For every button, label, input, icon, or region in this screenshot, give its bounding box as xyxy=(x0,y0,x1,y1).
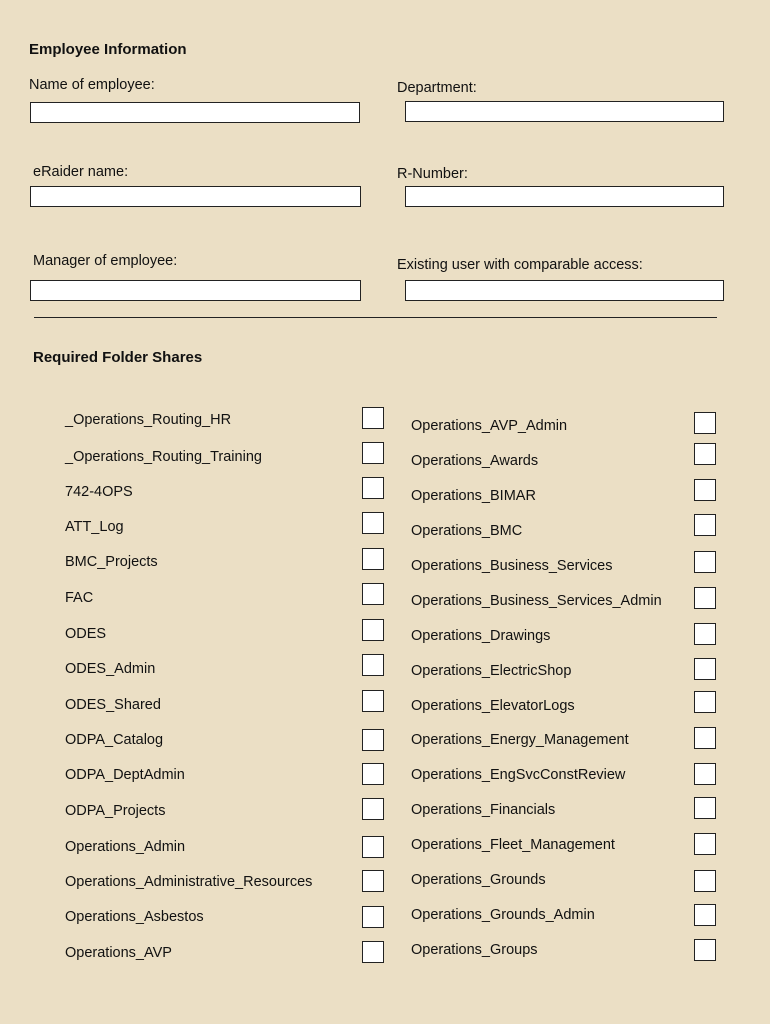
share-label: ATT_Log xyxy=(65,519,124,535)
share-label: BMC_Projects xyxy=(65,554,158,570)
share-label: Operations_AVP xyxy=(65,945,172,961)
share-label: Operations_ElectricShop xyxy=(411,663,572,679)
share-checkbox[interactable] xyxy=(694,587,716,609)
existing-user-label: Existing user with comparable access: xyxy=(397,257,643,273)
share-label: _Operations_Routing_HR xyxy=(65,412,232,428)
share-label: Operations_Administrative_Resources xyxy=(65,874,313,890)
eraider-name-field[interactable] xyxy=(30,186,361,207)
share-checkbox[interactable] xyxy=(694,658,716,680)
share-checkbox[interactable] xyxy=(694,443,716,465)
share-checkbox[interactable] xyxy=(362,836,384,858)
share-label: Operations_Business_Services_Admin xyxy=(411,593,662,609)
share-label: Operations_Asbestos xyxy=(65,909,204,925)
share-checkbox[interactable] xyxy=(362,729,384,751)
share-label: ODES_Admin xyxy=(65,661,156,677)
existing-user-field[interactable] xyxy=(405,280,724,301)
share-checkbox[interactable] xyxy=(362,870,384,892)
share-checkbox[interactable] xyxy=(362,477,384,499)
r-number-label: R-Number: xyxy=(397,166,468,182)
share-label: ODES xyxy=(65,626,107,642)
share-checkbox[interactable] xyxy=(362,906,384,928)
share-checkbox[interactable] xyxy=(362,654,384,676)
share-label: 742-4OPS xyxy=(65,484,133,500)
share-label: ODPA_Projects xyxy=(65,803,166,819)
share-checkbox[interactable] xyxy=(362,690,384,712)
required-folder-shares-heading: Required Folder Shares xyxy=(33,349,203,366)
share-label: Operations_Grounds xyxy=(411,872,546,888)
share-label: Operations_Groups xyxy=(411,942,538,958)
share-label: Operations_EngSvcConstReview xyxy=(411,767,626,783)
share-checkbox[interactable] xyxy=(362,763,384,785)
share-label: ODPA_Catalog xyxy=(65,732,164,748)
share-checkbox[interactable] xyxy=(694,514,716,536)
share-label: Operations_Financials xyxy=(411,802,556,818)
share-label: Operations_BIMAR xyxy=(411,488,536,504)
employee-information-heading: Employee Information xyxy=(29,41,187,58)
share-checkbox[interactable] xyxy=(362,442,384,464)
share-label: Operations_Drawings xyxy=(411,628,551,644)
share-checkbox[interactable] xyxy=(694,797,716,819)
share-label: ODES_Shared xyxy=(65,697,161,713)
share-label: Operations_AVP_Admin xyxy=(411,418,568,434)
share-label: Operations_Business_Services xyxy=(411,558,613,574)
section-divider xyxy=(34,317,717,318)
share-label: FAC xyxy=(65,590,94,606)
share-checkbox[interactable] xyxy=(694,904,716,926)
share-checkbox[interactable] xyxy=(362,798,384,820)
manager-of-employee-field[interactable] xyxy=(30,280,361,301)
share-checkbox[interactable] xyxy=(694,412,716,434)
share-label: Operations_Grounds_Admin xyxy=(411,907,595,923)
share-label: _Operations_Routing_Training xyxy=(65,449,262,465)
share-checkbox[interactable] xyxy=(362,548,384,570)
share-checkbox[interactable] xyxy=(362,407,384,429)
share-label: Operations_BMC xyxy=(411,523,523,539)
share-label: Operations_Admin xyxy=(65,839,186,855)
manager-of-employee-label: Manager of employee: xyxy=(33,253,178,269)
share-checkbox[interactable] xyxy=(362,583,384,605)
share-checkbox[interactable] xyxy=(694,939,716,961)
name-of-employee-field[interactable] xyxy=(30,102,360,123)
share-checkbox[interactable] xyxy=(694,479,716,501)
share-label: Operations_Awards xyxy=(411,453,539,469)
department-label: Department: xyxy=(397,80,477,96)
share-label: Operations_Fleet_Management xyxy=(411,837,615,853)
share-checkbox[interactable] xyxy=(362,941,384,963)
share-checkbox[interactable] xyxy=(694,727,716,749)
share-checkbox[interactable] xyxy=(694,623,716,645)
share-label: Operations_ElevatorLogs xyxy=(411,698,575,714)
share-label: ODPA_DeptAdmin xyxy=(65,767,185,783)
eraider-name-label: eRaider name: xyxy=(33,164,129,180)
share-checkbox[interactable] xyxy=(694,870,716,892)
share-checkbox[interactable] xyxy=(362,512,384,534)
share-label: Operations_Energy_Management xyxy=(411,732,629,748)
share-checkbox[interactable] xyxy=(694,763,716,785)
name-of-employee-label: Name of employee: xyxy=(29,77,155,93)
department-field[interactable] xyxy=(405,101,724,122)
share-checkbox[interactable] xyxy=(694,551,716,573)
share-checkbox[interactable] xyxy=(362,619,384,641)
r-number-field[interactable] xyxy=(405,186,724,207)
share-checkbox[interactable] xyxy=(694,691,716,713)
share-checkbox[interactable] xyxy=(694,833,716,855)
